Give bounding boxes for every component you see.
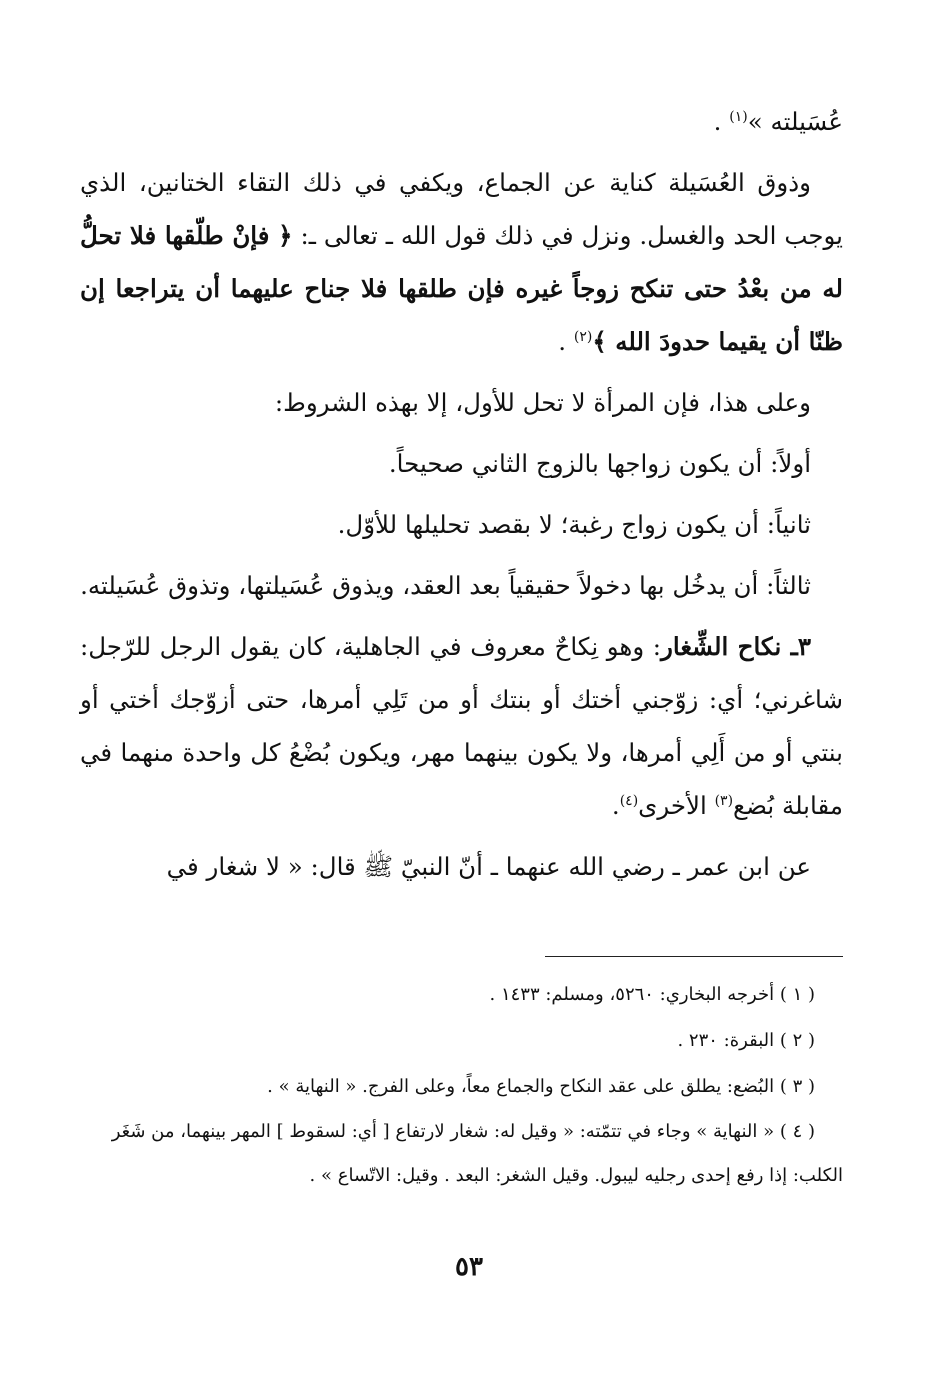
footnote-ref-3: (٣) [714, 792, 734, 809]
paragraph-end: . [558, 327, 574, 356]
footnote-4: ( ٤ ) « النهاية » وجاء في تتمّته: « وقيل له: شغار لارتفاع [ أي: لسقوط ] المهر بينهما، من شَغَر الكلب: إذا رفع إحدى رجليه ليبول. وقيل الشغر: البعد . وقيل: الاتّساع » . [111, 1121, 843, 1186]
main-text [80, 95, 843, 901]
paragraph-end: . [713, 107, 730, 136]
quran-quote: ﴿ فإنْ طلّقها فلا تحلُّ له من بعْدُ حتى تنكح زوجاً غيره فإن طلقها فلا جناح عليهما أن يتراجعا إن ظنّا أن يقيما حدودَ الله ﴾ [80, 221, 843, 356]
page-number: ٥٣ [455, 1252, 483, 1282]
paragraph-3: وعلى هذا، فإن المرأة لا تحل للأول، إلا بهذه الشروط: [274, 388, 811, 417]
paragraph-text: عُسَيلته » [747, 107, 843, 136]
paragraph-shighar [80, 620, 843, 832]
condition-3: ثالثاً: أن يدخُل بها دخولاً حقيقياً بعد العقد، ويذوق عُسَيلتها، وتذوق عُسَيلته. [80, 571, 811, 600]
paragraph-text: الأخرى [638, 791, 715, 820]
paragraph-hadith: عن ابن عمر ـ رضي الله عنهما ـ أنّ النبيّ ﷺ قال: « لا شغار في [166, 852, 811, 881]
footnote-ref-4: (٤) [619, 792, 639, 809]
paragraph-end: . [611, 791, 620, 820]
paragraph-2 [80, 156, 843, 368]
condition-1: أولاً: أن يكون زواجها بالزوج الثاني صحيحاً. [388, 449, 811, 478]
footnote-1: ( ١ ) أخرجه البخاري: ٥٢٦٠، ومسلم: ١٤٣٣ . [489, 984, 815, 1005]
footnote-ref-2: (٢) [573, 328, 593, 345]
paragraph-text: وذوق العُسَيلة كناية عن الجماع، ويكفي في ذلك التقاء الختانين، الذي يوجب الحد والغسل. ونزل في ذلك قول الله ـ تعالى ـ: [80, 168, 843, 250]
footnote-divider [545, 956, 843, 957]
condition-2: ثانياً: أن يكون زواج رغبة؛ لا بقصد تحليلها للأوّل. [337, 510, 811, 539]
paragraph-1 [80, 95, 843, 148]
footnote-3: ( ٣ ) البُضع: يطلق على عقد النكاح والجماع معاً، وعلى الفرج. « النهاية » . [267, 1076, 815, 1097]
paragraph-text: : وهو نِكاحٌ معروف في الجاهلية، كان يقول الرجل للرّجل: شاغرني؛ أي: زوّجني أختك أو بنتك أو من تَلِي أمرها، حتى أزوّجك أختي أو بنتي أو من أَلِي أمرها، ولا يكون بينهما مهر، ويكون بُضْعُ كل واحدة منهما في مقابلة بُضع [80, 632, 843, 820]
footnote-ref-1: (١) [729, 108, 748, 125]
footnotes [80, 972, 843, 1198]
section-heading: ٣ـ نكاح الشِّغار [661, 632, 811, 661]
footnote-2: ( ٢ ) البقرة: ٢٣٠ . [677, 1030, 815, 1051]
